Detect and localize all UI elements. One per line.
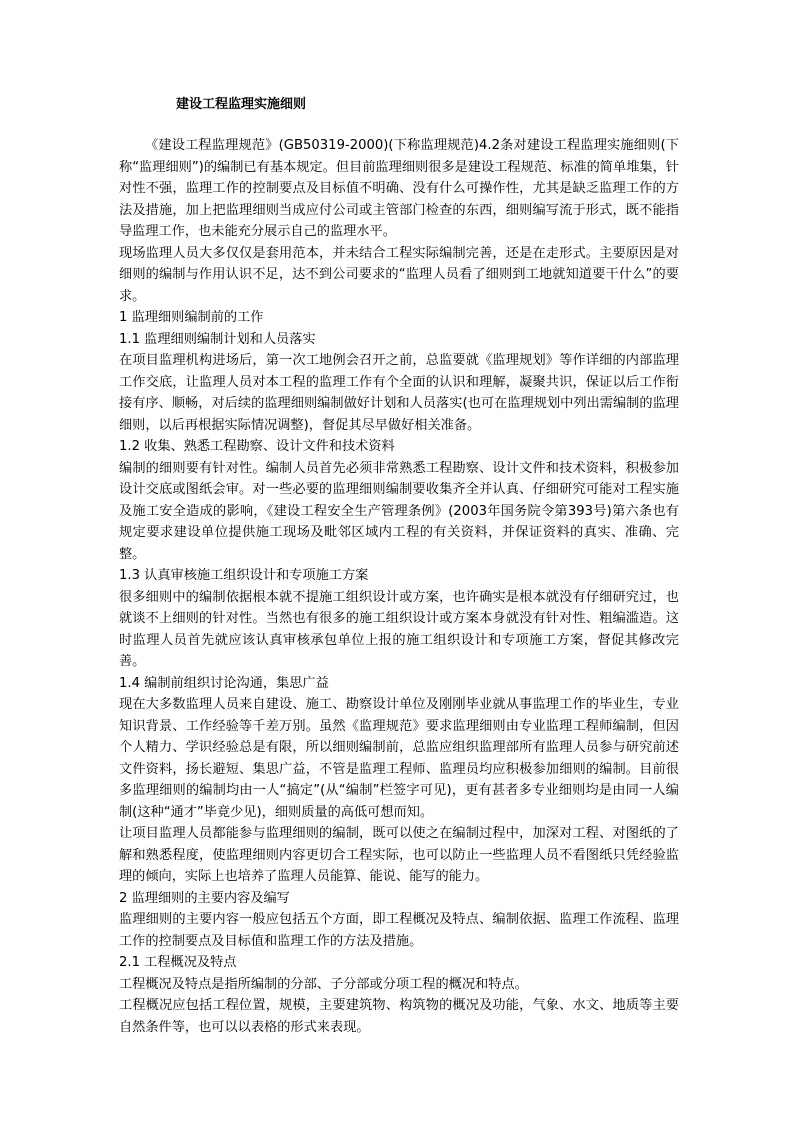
paragraph: 《建设工程监理规范》(GB50319-2000)(下称监理规范)4.2条对建设工程监理实施细则(下称“监理细则”)的编制已有基本规定。但目前监理细则很多是建设工程规范、标准的简单堆集，针对性不强，监理工作的控制要点及目标值不明确、没有什么可操作性，尤其是缺乏监理工作的方法及措施，加上把监理细则当成应付公司或主管部门检查的东西，细则编写流于形式，既不能指导监理工作，也未能充分展示自己的监理水平。 — [119, 138, 679, 239]
subsection-heading: 2.1 工程概况及特点 — [119, 955, 237, 970]
paragraph: 监理细则的主要内容一般应包括五个方面，即工程概况及特点、编制依据、监理工作流程、监理工作的控制要点及目标值和监理工作的方法及措施。 — [119, 912, 679, 949]
paragraph: 很多细则中的编制依据根本就不提施工组织设计或方案，也许确实是根本就没有仔细研究过，也就谈不上细则的针对性。当然也有很多的施工组织设计或方案本身就没有针对性、粗编滥造。这时监理人员首先就应该认真审核承包单位上报的施工组织设计和专项施工方案，督促其修改完善。 — [119, 589, 679, 669]
document-title: 建设工程监理实施细则 — [176, 97, 307, 112]
paragraph: 编制的细则要有针对性。编制人员首先必须非常熟悉工程勘察、设计文件和技术资料，积极参加设计交底或图纸会审。对一些必要的监理细则编制要收集齐全并认真、仔细研究可能对工程实施及施工安全造成的影响，《建设工程安全生产管理条例》(2003年国务院令第393号)第六条也有规定要求建设单位提供施工现场及毗邻区域内工程的有关资料，并保证资料的真实、准确、完整。 — [119, 460, 679, 562]
paragraph: 在项目监理机构进场后，第一次工地例会召开之前，总监要就《监理规划》等作详细的内部监理工作交底，让监理人员对本工程的监理工作有个全面的认识和理解，凝聚共识，保证以后工作衔接有序、顺畅，对后续的监理细则编制做好计划和人员落实(也可在监理规划中列出需编制的监理细则，以后再根据实际情况调整)，督促其尽早做好相关准备。 — [119, 353, 679, 433]
paragraph: 现场监理人员大多仅仅是套用范本，并未结合工程实际编制完善，还是在走形式。主要原因是对细则的编制与作用认识不足，达不到公司要求的“监理人员看了细则到工地就知道要干什么”的要求。 — [119, 245, 679, 304]
subsection-heading: 1.4 编制前组织讨论沟通，集思广益 — [119, 675, 329, 691]
subsection-heading: 1.1 监理细则编制计划和人员落实 — [119, 331, 316, 347]
section-heading: 2 监理细则的主要内容及编写 — [119, 890, 290, 906]
paragraph: 让项目监理人员都能参与监理细则的编制，既可以使之在编制过程中，加深对工程、对图纸的了解和熟悉程度，使监理细则内容更切合工程实际，也可以防止一些监理人员不看图纸只凭经验监理的倾向，实际上也培养了监理人员能算、能说、能写的能力。 — [119, 826, 679, 884]
paragraph: 工程概况及特点是指所编制的分部、子分部或分项工程的概况和特点。 — [119, 976, 528, 992]
paragraph: 现在大多数监理人员来自建设、施工、勘察设计单位及刚刚毕业就从事监理工作的毕业生，专业知识背景、工作经验等千差万别。虽然《监理规范》要求监理细则由专业监理工程师编制，但因个人精力、学识经验总是有限，所以细则编制前，总监应组织监理部所有监理人员参与研究前述文件资料，扬长避短、集思广益，不管是监理工程师、监理员均应积极参加细则的编制。目前很多监理细则的编制均由一人“搞定”(从“编制”栏签字可见)，更有甚者多专业细则均是由同一人编制(这种“通才”毕竟少见)，细则质量的高低可想而知。 — [119, 697, 679, 820]
document-body — [119, 135, 679, 1038]
paragraph: 工程概况应包括工程位置，规模，主要建筑物、构筑物的概况及功能，气象、水文、地质等主要自然条件等，也可以以表格的形式来表现。 — [119, 998, 679, 1035]
subsection-heading: 1.3 认真审核施工组织设计和专项施工方案 — [119, 568, 369, 583]
section-heading: 1 监理细则编制前的工作 — [119, 310, 264, 325]
subsection-heading: 1.2 收集、熟悉工程勘察、设计文件和技术资料 — [119, 439, 395, 454]
